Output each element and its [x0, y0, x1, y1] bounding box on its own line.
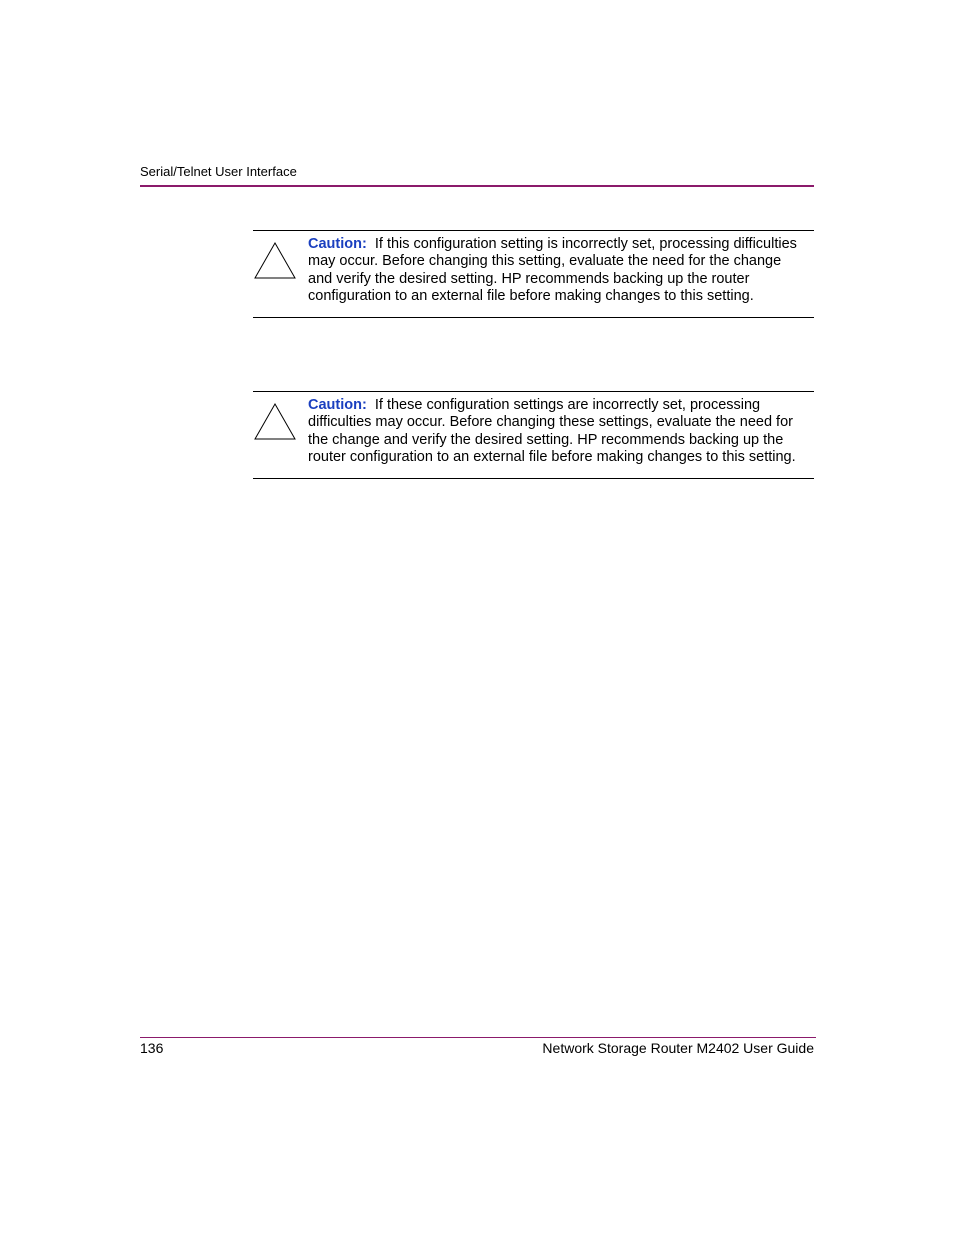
caution-text	[308, 397, 808, 466]
caution-label: Caution:	[308, 236, 367, 252]
header-rule	[140, 185, 814, 187]
document-title: Network Storage Router M2402 User Guide	[542, 1040, 814, 1056]
caution-body: If this configuration setting is incorrectly set, processing difficulties may occur. Before changing this setting, evaluate the need for the change and verify the desired setting. HP recommends backing up the router configuration to an external file before making changes to this setting.	[308, 236, 797, 304]
running-header: Serial/Telnet User Interface	[140, 164, 297, 179]
caution-box	[253, 230, 814, 318]
page-number: 136	[140, 1040, 164, 1056]
caution-text	[308, 236, 808, 305]
caution-triangle-icon	[253, 401, 297, 441]
caution-box	[253, 391, 814, 479]
footer-rule	[140, 1037, 816, 1038]
caution-triangle-icon	[253, 240, 297, 280]
caution-body: If these configuration settings are incorrectly set, processing difficulties may occur. Before changing these settings, evaluate the need for the change and verify the desired setting. HP recommends backing up the router configuration to an external file before making changes to this setting.	[308, 397, 796, 465]
caution-label: Caution:	[308, 397, 367, 413]
